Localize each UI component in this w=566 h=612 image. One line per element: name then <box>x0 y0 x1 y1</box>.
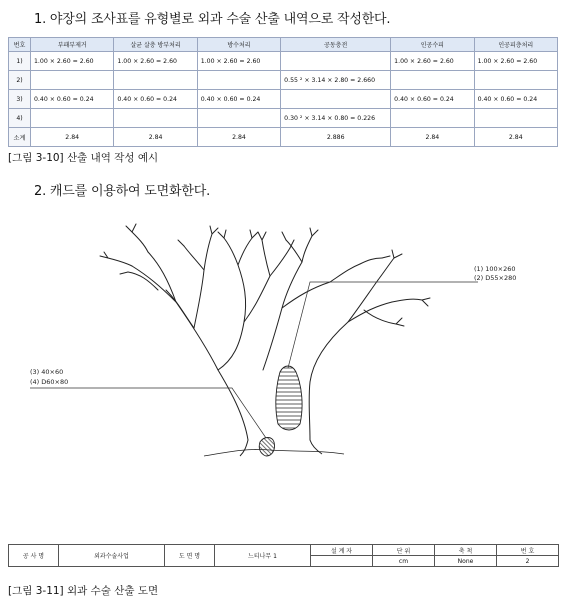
drawing-name-value: 느티나무 1 <box>215 545 311 567</box>
table-cell <box>114 71 197 90</box>
leader-line-left <box>30 388 266 438</box>
table-cell <box>281 52 391 71</box>
row-label: 1) <box>9 52 31 71</box>
label-right-1: (1) 100×260 <box>474 265 516 273</box>
table-cell: 0.40 × 0.60 = 0.24 <box>31 90 114 109</box>
table-cell <box>197 71 280 90</box>
col-header-decay-removal: 부패부제거 <box>31 38 114 52</box>
table-cell: 0.40 × 0.60 = 0.24 <box>474 90 557 109</box>
table-header-row <box>9 38 558 52</box>
number-value: 2 <box>497 556 559 567</box>
table-cell <box>391 71 474 90</box>
table-cell: 2.84 <box>474 128 557 147</box>
table-cell: 1.00 × 2.60 = 2.60 <box>474 52 557 71</box>
label-left-2: (4) D60×80 <box>30 378 69 386</box>
table-cell: 2.886 <box>281 128 391 147</box>
row-label: 4) <box>9 109 31 128</box>
label-left-1: (3) 40×60 <box>30 368 64 376</box>
table-cell: 1.00 × 2.60 = 2.60 <box>197 52 280 71</box>
table-row <box>9 90 558 109</box>
heading-step-2: 2. 캐드를 이용하여 도면화한다. <box>34 184 211 199</box>
table-cell <box>31 109 114 128</box>
figure-caption-1: [그림 3-10] 산출 내역 작성 예시 <box>8 152 159 164</box>
table-cell <box>474 109 557 128</box>
table-cell: 0.55 ² × 3.14 × 2.80 = 2.660 <box>281 71 391 90</box>
col-header-artificial-cortex: 인공피층처리 <box>474 38 557 52</box>
table-cell: 2.84 <box>114 128 197 147</box>
cavity-area-upper <box>276 366 302 430</box>
table-cell: 1.00 × 2.60 = 2.60 <box>391 52 474 71</box>
tree-outline <box>100 224 430 440</box>
row-label: 2) <box>9 71 31 90</box>
scale-label: 축 척 <box>435 545 497 556</box>
drawing-title-block <box>8 544 559 567</box>
table-row-subtotal <box>9 128 558 147</box>
table-cell: 2.84 <box>197 128 280 147</box>
project-label: 공 사 명 <box>9 545 59 567</box>
table-cell <box>114 109 197 128</box>
table-cell: 0.30 ² × 3.14 × 0.80 = 0.226 <box>281 109 391 128</box>
scale-value: None <box>435 556 497 567</box>
project-value: 외과수술사업 <box>59 545 165 567</box>
designer-label: 설 계 자 <box>311 545 373 556</box>
calculation-table <box>8 37 558 147</box>
row-label: 3) <box>9 90 31 109</box>
cavity-area-lower <box>259 438 274 457</box>
table-row <box>9 52 558 71</box>
row-label: 소계 <box>9 128 31 147</box>
table-cell: 0.40 × 0.60 = 0.24 <box>114 90 197 109</box>
col-header-cavity-filling: 공동충전 <box>281 38 391 52</box>
table-cell <box>474 71 557 90</box>
table-cell <box>197 109 280 128</box>
table-cell: 2.84 <box>391 128 474 147</box>
col-header-number: 번호 <box>9 38 31 52</box>
col-header-waterproofing: 방수처리 <box>197 38 280 52</box>
col-header-artificial-bark: 인공수피 <box>391 38 474 52</box>
table-cell: 0.40 × 0.60 = 0.24 <box>391 90 474 109</box>
drawing-name-label: 도 면 명 <box>165 545 215 567</box>
number-label: 번 호 <box>497 545 559 556</box>
designer-value <box>311 556 373 567</box>
table-row <box>9 109 558 128</box>
label-right-2: (2) D55×280 <box>474 274 517 282</box>
tree-surgery-drawing <box>8 210 558 542</box>
table-cell: 1.00 × 2.60 = 2.60 <box>31 52 114 71</box>
leader-line-right <box>288 282 478 368</box>
table-cell: 2.84 <box>31 128 114 147</box>
table-cell <box>391 109 474 128</box>
figure-caption-2: [그림 3-11] 외과 수술 산출 도면 <box>8 585 159 597</box>
col-header-sterilization: 살균 살충 방부처리 <box>114 38 197 52</box>
trunk-base <box>240 440 322 456</box>
table-row <box>9 71 558 90</box>
table-cell <box>281 90 391 109</box>
heading-step-1: 1. 야장의 조사표를 유형별로 외과 수술 산출 내역으로 작성한다. <box>34 12 391 27</box>
table-cell: 1.00 × 2.60 = 2.60 <box>114 52 197 71</box>
unit-label: 단 위 <box>373 545 435 556</box>
unit-value: cm <box>373 556 435 567</box>
table-cell: 0.40 × 0.60 = 0.24 <box>197 90 280 109</box>
table-cell <box>31 71 114 90</box>
